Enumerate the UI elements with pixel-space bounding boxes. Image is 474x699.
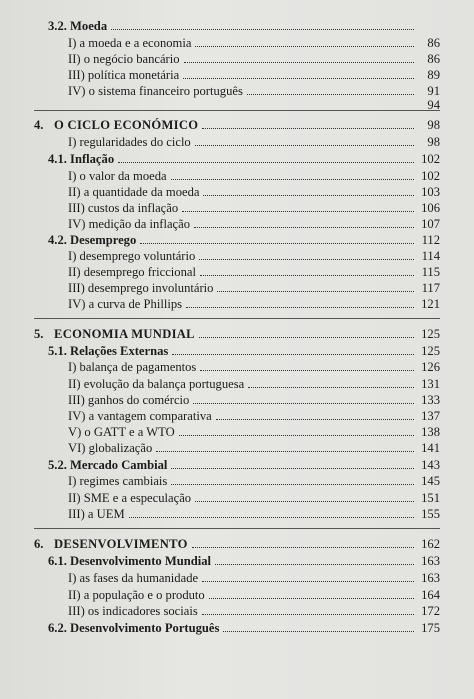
toc-label: IV) a vantagem comparativa	[68, 409, 212, 423]
toc-label: II) a quantidade da moeda	[68, 185, 200, 199]
toc-page-number: 137	[421, 409, 440, 423]
dot-leader	[171, 467, 414, 469]
toc-entry	[68, 168, 440, 184]
toc-entry	[68, 570, 440, 586]
dot-leader	[217, 290, 414, 292]
dot-leader	[200, 369, 414, 371]
toc-page-number: 102	[421, 169, 440, 183]
toc-label: 4.1. Inflação	[48, 152, 115, 166]
dot-leader	[129, 516, 414, 518]
dot-leader	[215, 563, 414, 565]
toc-section	[48, 457, 440, 473]
toc-label: I) regimes cambiais	[68, 474, 168, 488]
dot-leader	[199, 336, 414, 338]
toc-page-number: 103	[421, 185, 440, 199]
toc-chapter-number: 4.	[34, 118, 44, 132]
toc-page-number: 131	[421, 377, 440, 391]
toc-entry	[68, 408, 440, 424]
dot-leader	[184, 61, 414, 63]
toc-label: I) a moeda e a economia	[68, 36, 192, 50]
toc-entry	[68, 248, 440, 264]
toc-label: I) as fases da humanidade	[68, 571, 199, 585]
dot-leader	[118, 161, 414, 163]
toc-page-number: 151	[421, 491, 440, 505]
dot-leader	[195, 45, 414, 47]
dot-leader	[111, 28, 414, 30]
toc-entry	[68, 587, 440, 603]
toc-page-number: 86	[427, 36, 440, 50]
dot-leader	[179, 434, 414, 436]
toc-page-number: 145	[421, 474, 440, 488]
toc-section	[48, 553, 440, 569]
dot-leader	[156, 450, 414, 452]
dot-leader	[200, 274, 414, 276]
toc-label: II) SME e a especulação	[68, 491, 192, 505]
toc-page-number: 91	[427, 84, 440, 98]
toc-page-number: 114	[421, 249, 440, 263]
toc-page-number: 141	[421, 441, 440, 455]
toc-page-number: 107	[421, 217, 440, 231]
toc-label: III) desemprego involuntário	[68, 281, 214, 295]
toc-label: I) o valor da moeda	[68, 169, 167, 183]
toc-page-number: 98	[427, 135, 440, 149]
toc-section	[48, 18, 440, 34]
dot-leader	[195, 144, 414, 146]
toc-page-number: 115	[421, 265, 440, 279]
toc-label: ECONOMIA MUNDIAL	[54, 327, 195, 341]
toc-page-number: 175	[421, 621, 440, 635]
toc-section	[48, 232, 440, 248]
dot-leader	[223, 630, 414, 632]
toc-label: III) os indicadores sociais	[68, 604, 198, 618]
toc-page-number: 163	[421, 571, 440, 585]
toc-entry	[68, 424, 440, 440]
toc-label: 5.1. Relações Externas	[48, 344, 169, 358]
toc-page-number: 155	[421, 507, 440, 521]
toc-entry	[68, 51, 440, 67]
dot-leader	[194, 226, 414, 228]
toc-entry	[68, 392, 440, 408]
toc-section	[48, 343, 440, 359]
toc-page-number: 106	[421, 201, 440, 215]
toc-chapter-number: 5.	[34, 327, 44, 341]
dot-leader	[202, 613, 414, 615]
toc-label: IV) medição da inflação	[68, 217, 191, 231]
toc-section	[48, 620, 440, 636]
toc-label: I) balança de pagamentos	[68, 360, 197, 374]
dot-leader	[248, 386, 414, 388]
toc-page-number: 117	[421, 281, 440, 295]
toc-chapter-number: 6.	[34, 537, 44, 551]
dot-leader	[203, 194, 414, 196]
toc-label: O CICLO ECONÓMICO	[54, 118, 199, 132]
toc-entry	[68, 506, 440, 522]
toc-entry	[68, 184, 440, 200]
toc-label: I) regularidades do ciclo	[68, 135, 191, 149]
toc-page-number: 126	[421, 360, 440, 374]
toc-entry	[68, 359, 440, 375]
toc-label: DESENVOLVIMENTO	[54, 537, 188, 551]
toc-entry	[68, 200, 440, 216]
dot-leader	[195, 500, 414, 502]
toc-label: III) a UEM	[68, 507, 125, 521]
toc-entry	[68, 67, 440, 83]
toc-chapter	[34, 117, 440, 133]
dot-leader	[209, 597, 414, 599]
toc-page-number: 138	[421, 425, 440, 439]
toc-label: II) evolução da balança portuguesa	[68, 377, 245, 391]
toc-page-number: 162	[421, 537, 440, 551]
dot-leader	[216, 418, 414, 420]
toc-label: 6.1. Desenvolvimento Mundial	[48, 554, 212, 568]
toc-label: IV) a curva de Phillips	[68, 297, 183, 311]
toc-chapter	[34, 536, 440, 552]
toc-page-number: 94	[427, 98, 440, 112]
toc-entry	[68, 134, 440, 150]
toc-entry	[68, 264, 440, 280]
dot-leader	[182, 210, 414, 212]
dot-leader	[202, 127, 414, 129]
toc-label: II) desemprego friccional	[68, 265, 196, 279]
toc-entry	[68, 376, 440, 392]
dot-leader	[140, 242, 414, 244]
dot-leader	[186, 306, 414, 308]
toc-label: VI) globalização	[68, 441, 153, 455]
toc-label: II) a população e o produto	[68, 588, 205, 602]
toc-label: 5.2. Mercado Cambial	[48, 458, 168, 472]
toc-page-number: 172	[421, 604, 440, 618]
toc-label: II) o negócio bancário	[68, 52, 180, 66]
toc-entry	[68, 440, 440, 456]
dot-leader	[183, 77, 414, 79]
toc-page-number: 164	[421, 588, 440, 602]
toc-page-number: 89	[427, 68, 440, 82]
toc-chapter	[34, 326, 440, 342]
toc-page-number: 133	[421, 393, 440, 407]
toc-page-number: 125	[421, 327, 440, 341]
dot-leader	[171, 178, 414, 180]
toc-entry	[68, 35, 440, 51]
toc-section	[48, 151, 440, 167]
toc-page-number: 102	[421, 152, 440, 166]
toc-label: III) custos da inflação	[68, 201, 179, 215]
toc-label: 6.2. Desenvolvimento Português	[48, 621, 220, 635]
dot-leader	[202, 580, 414, 582]
toc-page-number: 121	[421, 297, 440, 311]
toc-entry	[68, 603, 440, 619]
toc-label: 3.2. Moeda	[48, 19, 108, 33]
toc-page-number: 112	[421, 233, 440, 247]
toc-label: V) o GATT e a WTO	[68, 425, 175, 439]
toc-page-number: 163	[421, 554, 440, 568]
toc-entry	[68, 216, 440, 232]
dot-leader	[199, 258, 414, 260]
toc-label: I) desemprego voluntário	[68, 249, 196, 263]
toc-entry	[68, 296, 440, 312]
dot-leader	[171, 483, 414, 485]
dot-leader	[193, 402, 414, 404]
section-divider	[34, 528, 440, 529]
dot-leader	[247, 93, 414, 95]
toc-page-number: 98	[427, 118, 440, 132]
toc-entry	[68, 473, 440, 489]
toc-page-number: 86	[427, 52, 440, 66]
toc-label: IV) o sistema financeiro português	[68, 84, 243, 98]
toc-entry	[68, 490, 440, 506]
toc-label: III) ganhos do comércio	[68, 393, 190, 407]
toc-entry	[68, 97, 440, 113]
toc-entry	[68, 280, 440, 296]
toc-page-number: 125	[421, 344, 440, 358]
dot-leader	[192, 546, 414, 548]
dot-leader	[172, 353, 414, 355]
toc-label: 4.2. Desemprego	[48, 233, 137, 247]
toc-label: III) política monetária	[68, 68, 180, 82]
toc-page-number: 143	[421, 458, 440, 472]
section-divider	[34, 318, 440, 319]
